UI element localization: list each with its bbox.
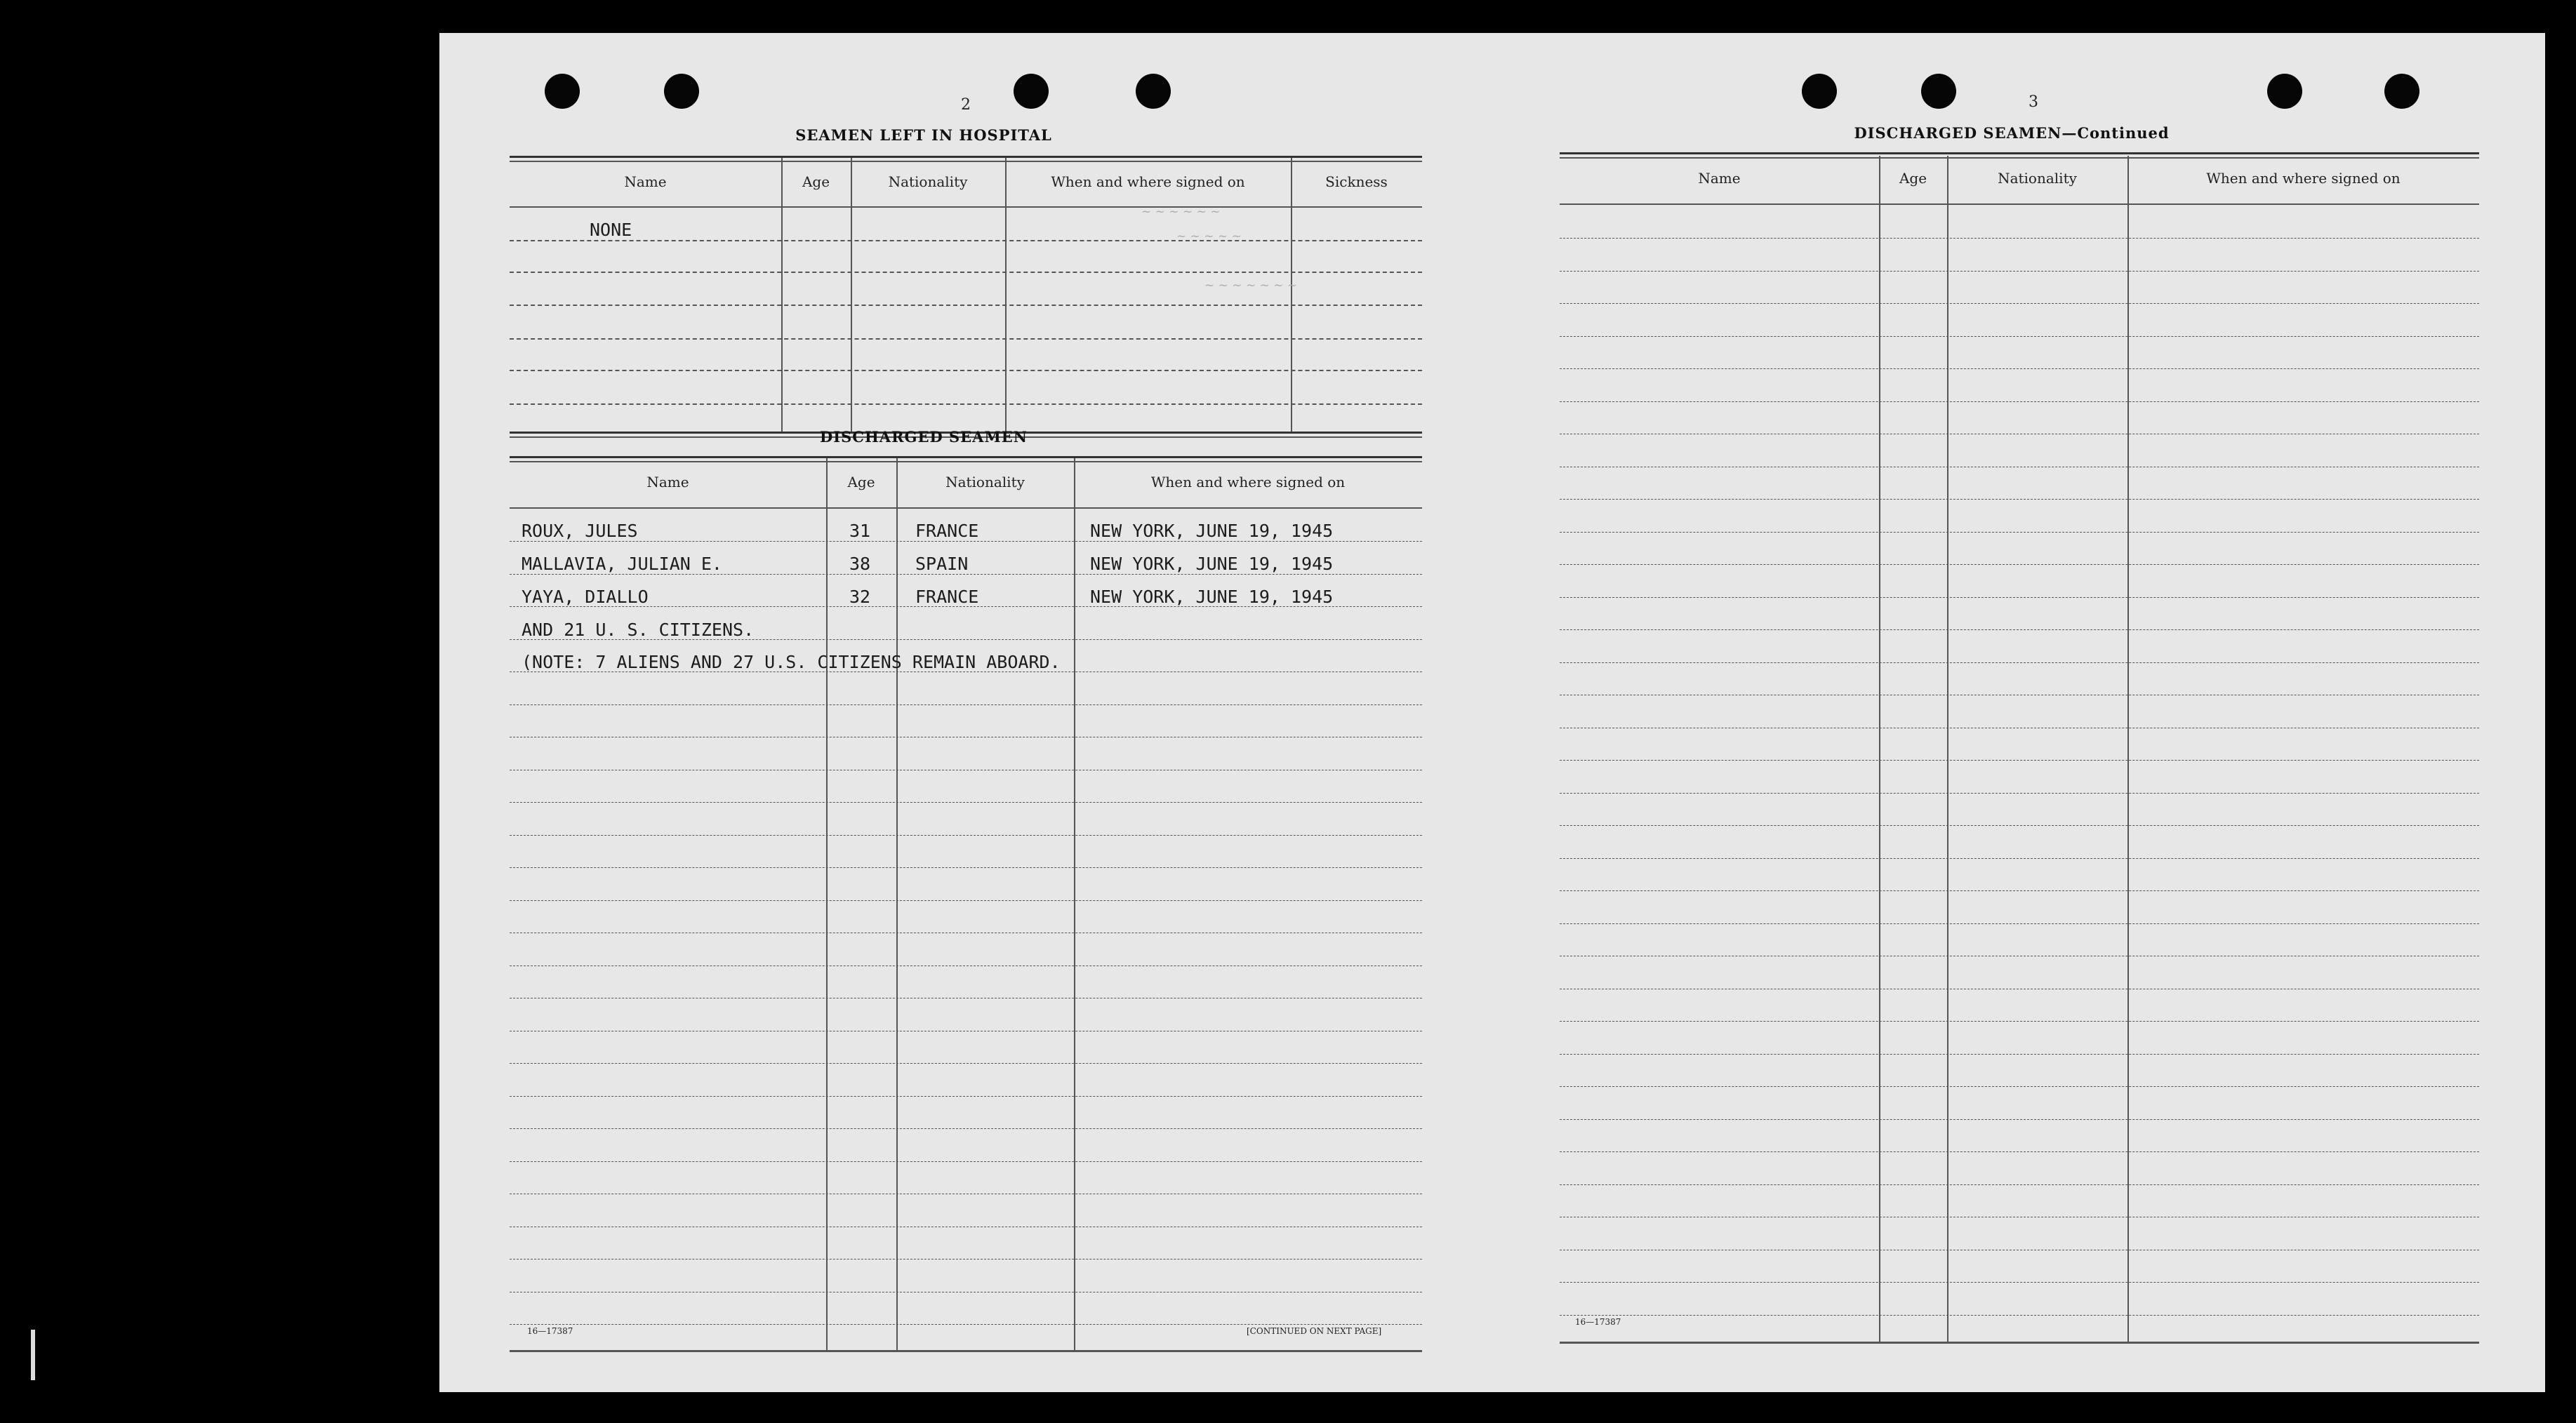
row-rule: [510, 867, 1422, 868]
row-rule: [1560, 890, 2479, 891]
punch-hole: [1921, 74, 1956, 109]
table-rule: [510, 507, 1422, 509]
column-divider: [896, 458, 898, 1350]
punch-hole: [664, 74, 699, 109]
table-rule: [510, 338, 1422, 340]
continued-note: [CONTINUED ON NEXT PAGE]: [1247, 1326, 1382, 1336]
row-rule: [510, 541, 1422, 542]
row-rule: [510, 1324, 1422, 1325]
document-sheet: [439, 33, 2545, 1392]
col-header-age: Age: [802, 173, 830, 190]
punch-hole: [1802, 74, 1837, 109]
row-rule: [1560, 597, 2479, 598]
left-form-number: 16—17387: [527, 1326, 573, 1336]
row-rule: [1560, 303, 2479, 304]
row-rule: [1560, 1086, 2479, 1087]
punch-hole: [2384, 74, 2419, 109]
column-divider: [1291, 158, 1292, 432]
col-header-name: Name: [624, 173, 667, 190]
table-rule: [510, 156, 1422, 158]
table-rule: [510, 403, 1422, 405]
col-header-nationality: Nationality: [1998, 170, 2077, 187]
row-rule: [510, 1128, 1422, 1129]
row-rule: [1560, 858, 2479, 859]
table-rule: [510, 1350, 1422, 1352]
col-header-name: Name: [1698, 170, 1741, 187]
punch-hole: [545, 74, 580, 109]
bleed-through-text: ~ ~ ~ ~ ~ ~ ~: [1204, 279, 1298, 293]
row-rule: [510, 1063, 1422, 1064]
discharged-row-name: MALLAVIA, JULIAN E.: [522, 554, 722, 574]
column-divider: [1074, 458, 1075, 1350]
discharged-row-nationality: SPAIN: [915, 554, 969, 574]
col-header-age: Age: [1899, 170, 1927, 187]
discharged-row-age: 32: [849, 587, 871, 607]
col-header-signed-on: When and where signed on: [1150, 474, 1346, 490]
row-rule: [1560, 760, 2479, 761]
row-rule: [1560, 923, 2479, 924]
discharged-row-name: ROUX, JULES: [522, 521, 638, 541]
col-header-signed-on: When and where signed on: [2206, 170, 2401, 187]
bleed-through-text: ~ ~ ~ ~ ~ ~: [1141, 205, 1221, 219]
table-rule: [510, 272, 1422, 273]
row-rule: [1560, 368, 2479, 369]
discharged-row-nationality: FRANCE: [915, 587, 979, 607]
hospital-row-name: NONE: [590, 220, 632, 240]
row-rule: [1560, 1151, 2479, 1152]
discharged-row-signed-on: NEW YORK, JUNE 19, 1945: [1090, 521, 1334, 541]
table-rule: [1560, 1342, 2479, 1344]
right-page-number: 3: [2029, 93, 2038, 111]
discharged-row-signed-on: NEW YORK, JUNE 19, 1945: [1090, 587, 1334, 607]
punch-hole: [2267, 74, 2302, 109]
row-rule: [510, 835, 1422, 836]
continued-title: DISCHARGED SEAMEN—Continued: [1854, 124, 2170, 142]
row-rule: [510, 704, 1422, 705]
row-rule: [1560, 629, 2479, 630]
left-page-number: 2: [961, 96, 971, 114]
row-rule: [1560, 1021, 2479, 1022]
right-form-number: 16—17387: [1575, 1317, 1621, 1327]
row-rule: [1560, 401, 2479, 402]
discharged-row-age: 38: [849, 554, 871, 574]
discharged-row-nationality: FRANCE: [915, 521, 979, 541]
row-rule: [1560, 532, 2479, 533]
row-rule: [510, 1161, 1422, 1162]
column-divider: [1005, 158, 1007, 432]
row-rule: [1560, 1119, 2479, 1120]
film-edge-mark: [31, 1330, 35, 1380]
col-header-name: Name: [646, 474, 689, 490]
row-rule: [1560, 1054, 2479, 1055]
row-rule: [1560, 1282, 2479, 1283]
row-rule: [1560, 793, 2479, 794]
discharged-row-name: YAYA, DIALLO: [522, 587, 649, 607]
column-divider: [1879, 156, 1880, 1342]
table-rule: [510, 456, 1422, 458]
punch-hole: [1136, 74, 1171, 109]
column-divider: [826, 458, 828, 1350]
row-rule: [510, 1259, 1422, 1260]
column-divider: [781, 158, 783, 432]
table-rule: [510, 370, 1422, 371]
discharged-note: (NOTE: 7 ALIENS AND 27 U.S. CITIZENS REMAIN ABOARD.: [522, 652, 1061, 672]
row-rule: [1560, 1184, 2479, 1185]
table-rule: [510, 240, 1422, 241]
col-header-age: Age: [847, 474, 875, 490]
row-rule: [1560, 499, 2479, 500]
row-rule: [510, 1096, 1422, 1097]
table-rule: [1560, 152, 2479, 154]
column-divider: [1947, 156, 1948, 1342]
row-rule: [1560, 662, 2479, 663]
discharged-row-age: 31: [849, 521, 871, 541]
row-rule: [1560, 336, 2479, 337]
row-rule: [510, 802, 1422, 803]
col-header-nationality: Nationality: [945, 474, 1025, 490]
row-rule: [1560, 238, 2479, 239]
col-header-sickness: Sickness: [1325, 173, 1388, 190]
discharged-title: DISCHARGED SEAMEN: [820, 428, 1028, 446]
table-rule: [510, 305, 1422, 306]
column-divider: [851, 158, 852, 432]
bleed-through-text: ~ ~ ~ ~ ~: [1176, 229, 1242, 243]
discharged-row-name: AND 21 U. S. CITIZENS.: [522, 620, 755, 640]
table-rule: [510, 206, 1422, 208]
row-rule: [1560, 825, 2479, 826]
column-divider: [2127, 156, 2129, 1342]
row-rule: [510, 900, 1422, 901]
discharged-row-signed-on: NEW YORK, JUNE 19, 1945: [1090, 554, 1334, 574]
col-header-signed-on: When and where signed on: [1051, 173, 1245, 190]
table-rule: [1560, 203, 2479, 205]
punch-hole: [1014, 74, 1049, 109]
col-header-nationality: Nationality: [888, 173, 968, 190]
row-rule: [1560, 1315, 2479, 1316]
row-rule: [1560, 564, 2479, 565]
row-rule: [1560, 271, 2479, 272]
hospital-title: SEAMEN LEFT IN HOSPITAL: [795, 126, 1052, 144]
